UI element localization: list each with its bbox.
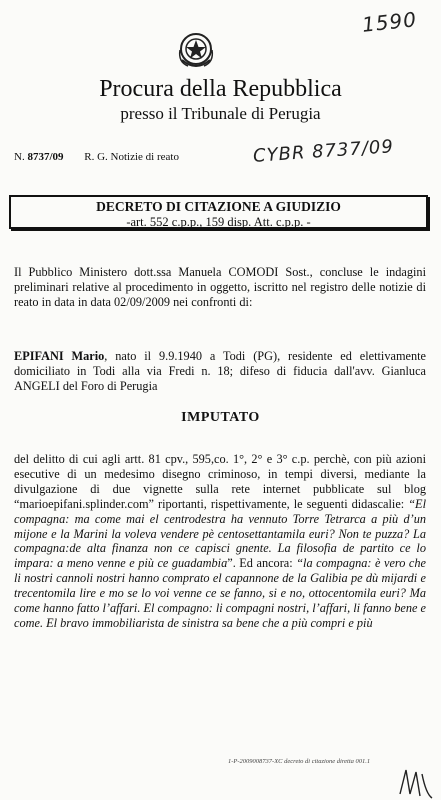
charge-text-1: del delitto di cui agli artt. 81 cpv., 595,co. 1°, 2° e 3° c.p. perchè, con più azioni esecutive di un medesimo disegno criminoso, in tempi diversi, mediante la divulgazione di due vignette sulla rete internet pubblicate sul blog “marioepifani.splinder.com” riportanti, rispettivamente, le seguenti didascalie:: [14, 452, 426, 511]
case-number: 8737/09: [27, 151, 64, 163]
office-subtitle: presso il Tribunale di Perugia: [120, 104, 321, 123]
case-number-line: [14, 151, 179, 163]
decree-subtitle: -art. 552 c.p.p., 159 disp. Att. c.p.p. -: [126, 215, 311, 229]
republic-emblem-icon: [176, 30, 216, 72]
case-number-label: N.: [14, 151, 25, 163]
charge-quote-2: “la compagna: è vero che li nostri cannoli nostri hanno comprato el capannone de la Galibia pe dù mijardi e trecentomila lire e mo se lo voi venne ce se fanno, si e no, ottocentomila euri? Ma come hanno fatto l’affari. El compagno: li compagni nostri, l’affari, li fanno bene e come. El bravo immobiliarista de sinistra sa bene che a più compri e più: [14, 556, 426, 630]
office-title: Procura della Repubblica: [99, 76, 342, 102]
charge-paragraph: [14, 452, 426, 631]
handwritten-signature: [396, 764, 436, 800]
imputato-heading: IMPUTATO: [181, 410, 260, 425]
defendant-paragraph: [14, 349, 426, 394]
charge-quote-1: “El compagna: ma come mai el centrodestra ha vennuto Torre Tetrarca a più d’un mijone e la Marini la voleva vendere pè centosettantamila euri? Non te puzza? La compagna:de alta finanza non ce capisci gnente. La filosofia de partito ce lo impara: a meno venne e più ce guadambia: [14, 496, 426, 571]
handwritten-page-number: 1590: [360, 7, 419, 37]
case-registry: R. G. Notizie di reato: [84, 151, 179, 163]
decree-title-box: [9, 195, 428, 229]
charge-text-2: ”. Ed ancora:: [227, 556, 297, 571]
handwritten-case-reference: CYBR 8737/09: [252, 136, 395, 167]
defendant-name: EPIFANI Mario: [14, 349, 105, 363]
decree-title: DECRETO DI CITAZIONE A GIUDIZIO: [96, 199, 341, 214]
footer-document-reference: 1-P-2009008737-XC decreto di citazione diretta 001.1: [228, 758, 371, 765]
defendant-details: , nato il 9.9.1940 a Todi (PG), residente ed elettivamente domiciliato in Todi alla via Fredi n. 18; difeso di fiducia dall'avv. Gianluca ANGELI del Foro di Perugia: [14, 349, 426, 393]
intro-paragraph: Il Pubblico Ministero dott.ssa Manuela COMODI Sost., concluse le indagini preliminari relative al procedimento in oggetto, iscritto nel registro delle notizie di reato in data in data 02/09/2009 nei confronti di:: [14, 265, 426, 309]
